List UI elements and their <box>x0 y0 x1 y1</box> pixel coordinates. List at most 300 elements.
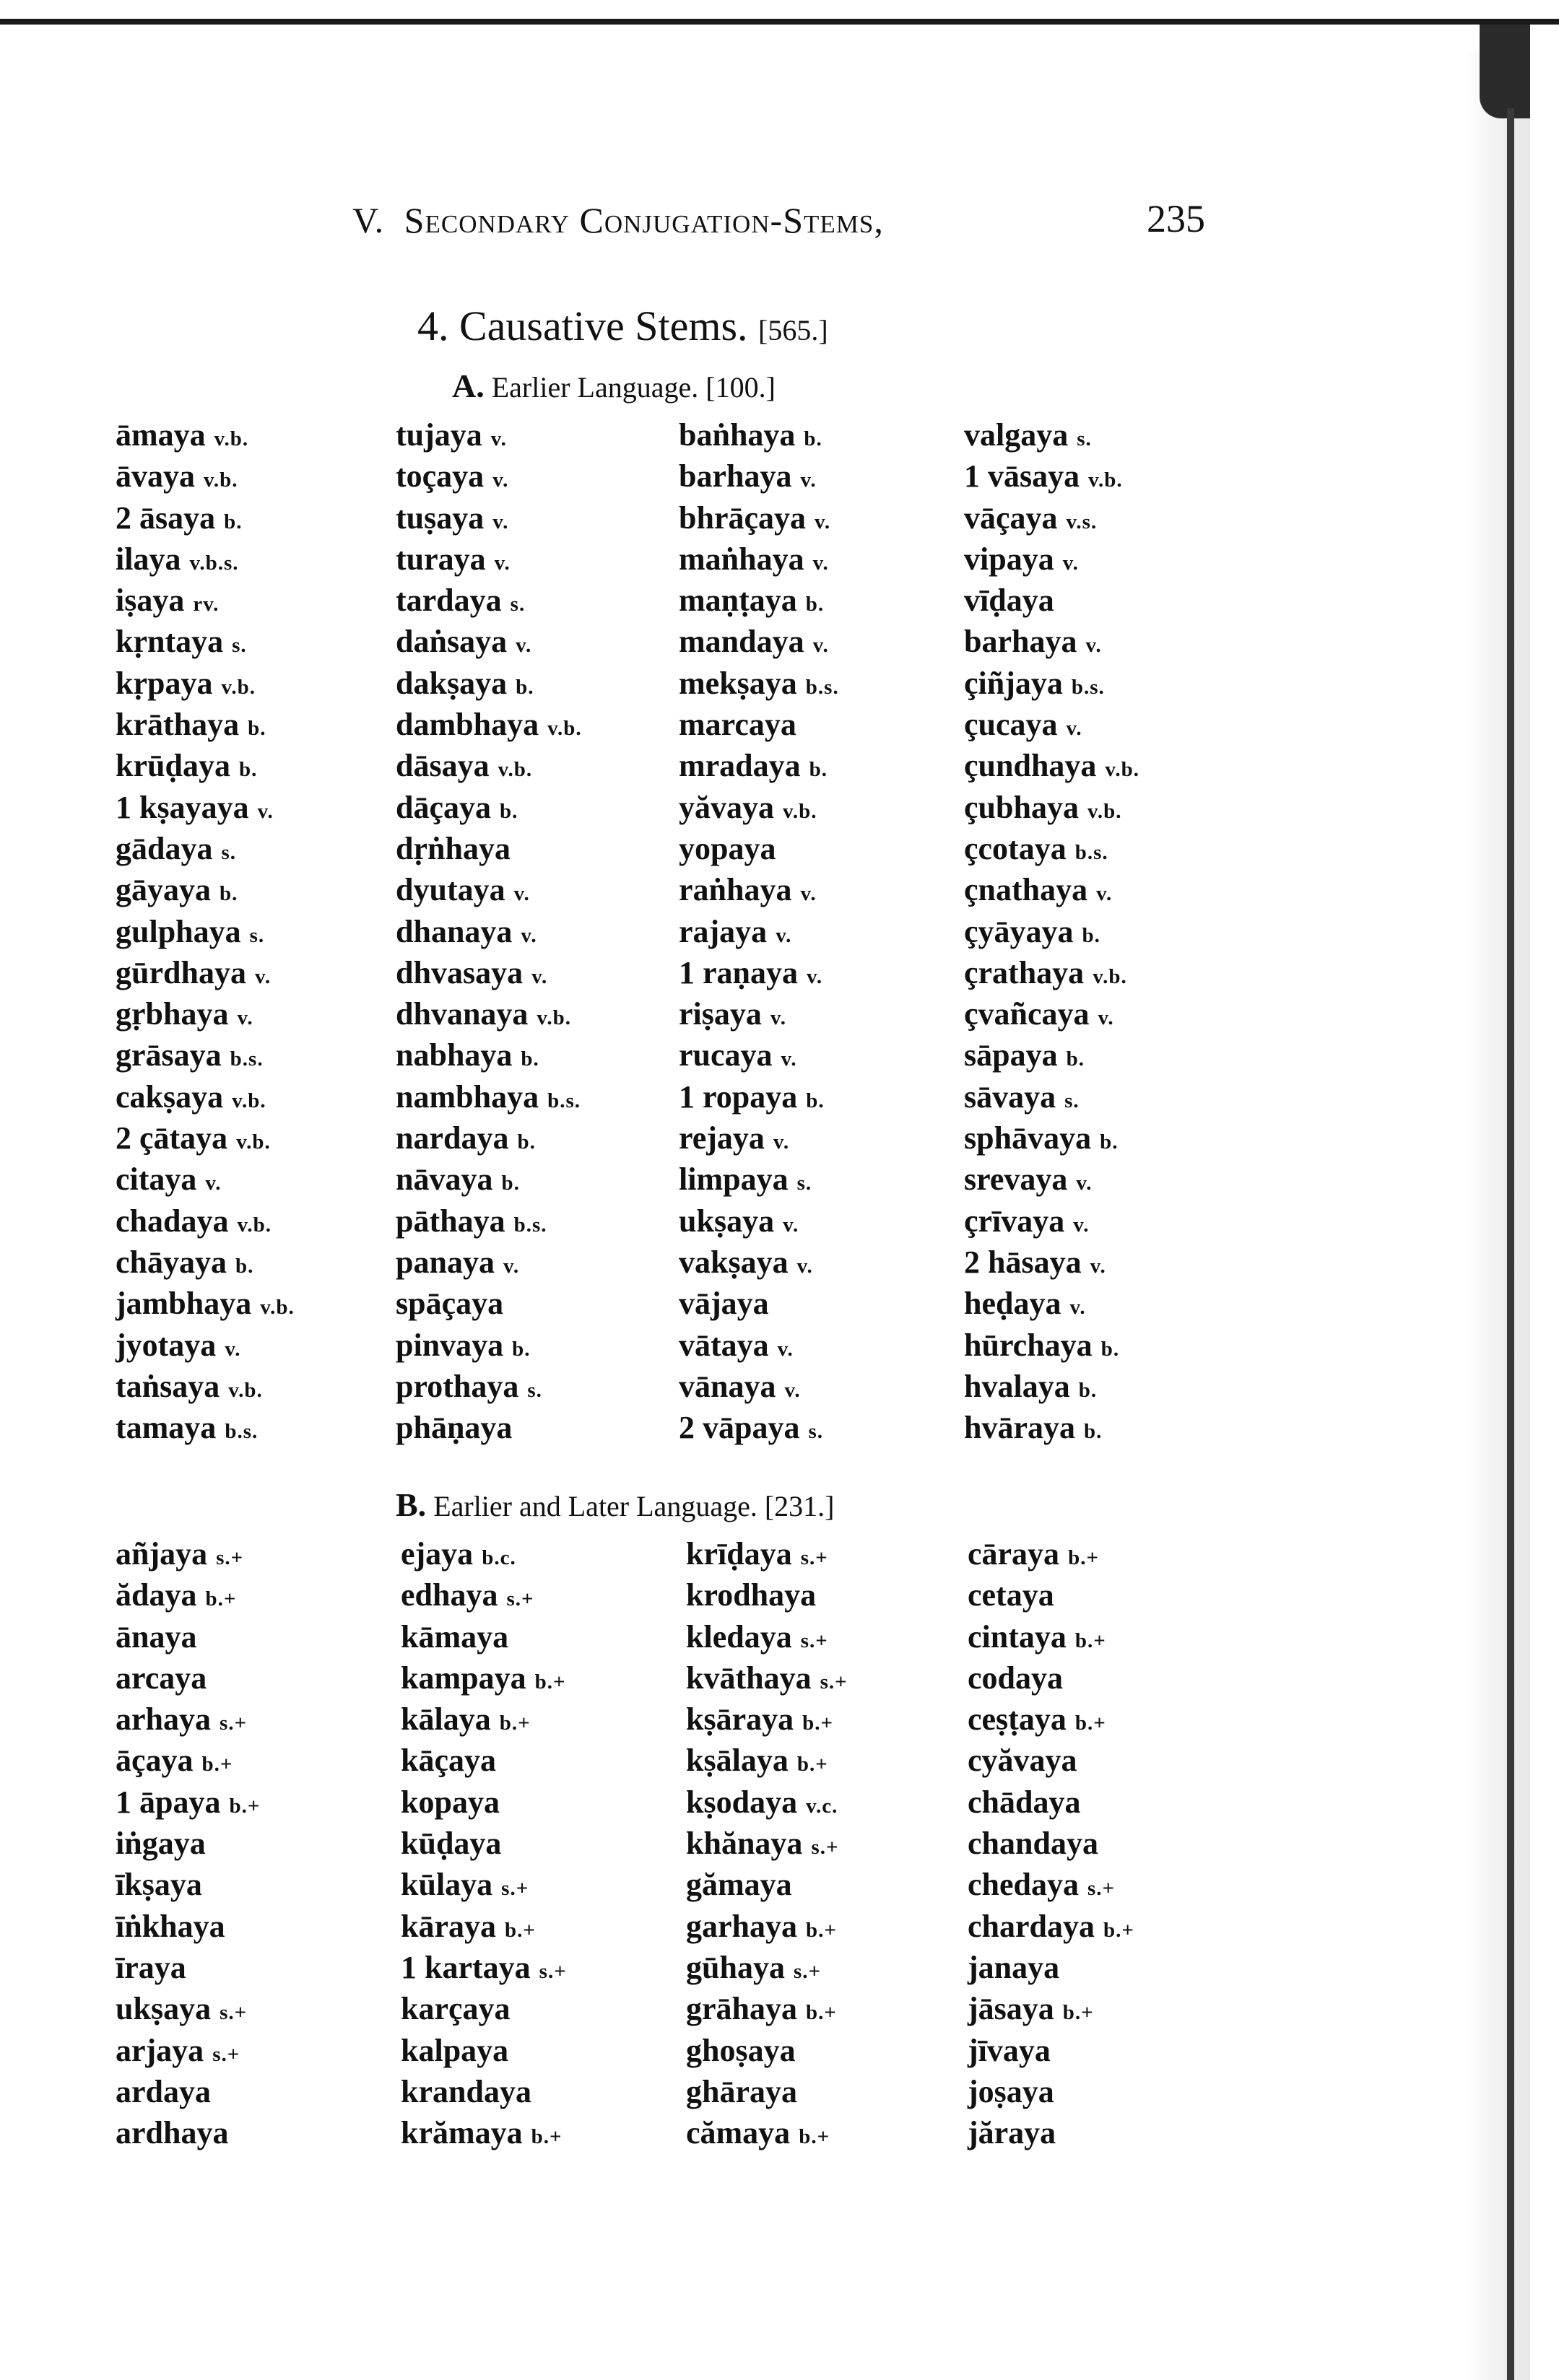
stem-word: raṅhaya <box>679 872 792 908</box>
source-abbrev: b. <box>248 717 266 741</box>
stem-entry <box>396 1366 582 1407</box>
source-abbrev: b.+ <box>796 1753 828 1777</box>
stem-word: hūrchaya <box>964 1327 1093 1363</box>
stem-entry <box>679 1325 839 1366</box>
stem-word: ilaya <box>116 541 181 577</box>
stem-word: srevaya <box>964 1161 1068 1198</box>
stem-word: hvāraya <box>964 1410 1075 1446</box>
stem-entry <box>679 1283 839 1324</box>
stem-entry <box>968 1823 1134 1864</box>
stem-entry <box>396 745 582 786</box>
stem-entry <box>686 2071 848 2112</box>
stem-entry <box>396 869 582 910</box>
source-abbrev: v. <box>513 882 530 906</box>
stem-word: edhaya <box>401 1577 498 1613</box>
stem-entry <box>116 1366 295 1407</box>
stem-entry <box>964 704 1139 745</box>
stem-word: taṅsaya <box>116 1368 220 1404</box>
source-abbrev: v. <box>516 634 532 658</box>
stem-word: dāsaya <box>396 748 490 784</box>
stem-entry <box>116 1988 260 2029</box>
stem-entry <box>679 1034 839 1076</box>
source-abbrev: v. <box>531 964 548 988</box>
source-abbrev: v. <box>1098 1006 1114 1030</box>
source-abbrev: b. <box>804 427 822 450</box>
stem-word: vātaya <box>679 1327 769 1363</box>
stem-entry <box>116 1200 295 1242</box>
source-abbrev: v. <box>492 510 509 533</box>
stem-entry <box>968 1616 1134 1657</box>
source-abbrev: v. <box>254 964 272 988</box>
stem-word: nāvaya <box>396 1161 493 1198</box>
source-abbrev: v. <box>521 923 537 947</box>
stem-entry <box>396 1076 582 1117</box>
source-abbrev: s.+ <box>220 1712 248 1735</box>
part-b-title: Earlier and Later Language. <box>433 1490 757 1522</box>
section-title-text: 4. Causative Stems. <box>417 302 748 349</box>
source-abbrev: v.b. <box>237 1213 272 1237</box>
source-abbrev: b. <box>500 799 518 823</box>
stem-word: ukṣaya <box>679 1203 775 1239</box>
stem-entry <box>116 1906 260 1947</box>
stem-word: dyutaya <box>396 872 505 908</box>
stem-entry <box>116 414 295 455</box>
stem-word: rejaya <box>679 1120 765 1156</box>
source-abbrev: s.+ <box>800 1629 828 1652</box>
source-abbrev: s.+ <box>820 1670 848 1694</box>
stem-entry <box>686 1533 848 1574</box>
scan-edge-right <box>1507 108 1514 2380</box>
source-abbrev: s.+ <box>220 2001 248 2025</box>
stem-entry <box>401 1823 567 1864</box>
source-abbrev: v. <box>492 468 509 492</box>
source-abbrev: v. <box>205 1172 222 1195</box>
source-abbrev: b.+ <box>1068 1546 1099 1569</box>
part-a-ref: [100.] <box>705 371 776 404</box>
stem-word: çrīvaya <box>964 1203 1065 1239</box>
stem-word: īṅkhaya <box>116 1908 225 1944</box>
stem-word: kampaya <box>401 1660 526 1696</box>
stem-word: hvalaya <box>964 1368 1070 1404</box>
stem-entry <box>396 828 582 869</box>
stem-word: ānaya <box>116 1618 197 1655</box>
stem-word: baṅhaya <box>679 417 796 453</box>
stem-word: krīḍaya <box>686 1536 792 1572</box>
source-abbrev: b. <box>238 758 258 782</box>
stem-entry <box>686 1947 848 1988</box>
stem-entry <box>401 1906 567 1947</box>
stem-word: kṛntaya <box>116 624 224 660</box>
stem-word: bhrāçaya <box>679 500 806 536</box>
stem-word: 1 vāsaya <box>964 458 1080 494</box>
stem-word: iṅgaya <box>116 1826 206 1862</box>
stem-word: maṅhaya <box>679 541 804 577</box>
stem-entry <box>116 539 295 580</box>
stem-entry <box>116 1574 260 1616</box>
source-abbrev: v.b. <box>236 1130 271 1154</box>
stem-entry <box>401 1699 567 1740</box>
stem-word: karçaya <box>401 1991 511 2027</box>
stem-word: 1 kṣayaya <box>116 789 249 825</box>
stem-entry <box>116 497 295 539</box>
stem-entry <box>686 1574 848 1616</box>
stem-word: vāçaya <box>964 500 1058 536</box>
stem-word: gāyaya <box>116 872 211 908</box>
source-abbrev: v. <box>800 468 817 492</box>
part_b-column-4 <box>968 1533 1134 2153</box>
part-b-heading <box>396 1486 834 1524</box>
stem-word: çnathaya <box>964 872 1088 908</box>
source-abbrev: v. <box>237 1006 253 1030</box>
stem-word: cămaya <box>686 2115 791 2151</box>
stem-entry <box>679 1159 839 1200</box>
running-head-chapter: V. <box>352 200 385 240</box>
stem-entry <box>116 580 295 621</box>
stem-entry <box>679 1076 839 1117</box>
stem-entry <box>396 1159 582 1200</box>
stem-entry <box>968 1657 1134 1699</box>
stem-entry <box>116 1533 260 1574</box>
stem-word: kledaya <box>686 1618 792 1655</box>
stem-entry <box>396 1034 582 1076</box>
stem-word: dṛṅhaya <box>396 830 511 866</box>
stem-word: kāçaya <box>401 1743 496 1779</box>
source-abbrev: v. <box>776 923 792 947</box>
stem-entry <box>396 539 582 580</box>
stem-word: ardaya <box>116 2073 211 2109</box>
stem-word: gămaya <box>686 1867 792 1903</box>
stem-entry <box>686 2030 848 2071</box>
stem-entry <box>116 745 295 786</box>
stem-word: nardaya <box>396 1120 509 1156</box>
stem-entry <box>968 2071 1134 2112</box>
stem-entry <box>679 745 839 786</box>
stem-word: krodhaya <box>686 1577 817 1613</box>
source-abbrev: s. <box>510 593 526 616</box>
source-abbrev: b. <box>1084 1420 1103 1444</box>
source-abbrev: v. <box>1073 1213 1090 1237</box>
stem-entry <box>964 1242 1139 1283</box>
stem-entry <box>396 1325 582 1366</box>
part-b-ref: [231.] <box>764 1490 835 1522</box>
source-abbrev: v. <box>777 1337 794 1361</box>
section-ref: [565.] <box>758 314 828 346</box>
stem-entry <box>401 1864 567 1905</box>
stem-word: ădaya <box>116 1577 197 1613</box>
stem-word: daṅsaya <box>396 624 508 660</box>
source-abbrev: b. <box>224 510 243 533</box>
source-abbrev: b. <box>512 1337 531 1361</box>
stem-entry <box>686 1906 848 1947</box>
stem-word: riṣaya <box>679 996 762 1032</box>
stem-entry <box>964 621 1139 662</box>
stem-word: arjaya <box>116 2032 204 2068</box>
stem-entry <box>396 1117 582 1159</box>
stem-word: gādaya <box>116 830 213 866</box>
stem-entry <box>679 993 839 1034</box>
stem-entry <box>396 1200 582 1242</box>
stem-word: prothaya <box>396 1368 519 1404</box>
source-abbrev: v.b. <box>232 1089 266 1112</box>
stem-entry <box>116 621 295 662</box>
source-abbrev: b.s. <box>1071 675 1105 699</box>
stem-word: çrathaya <box>964 954 1085 990</box>
stem-word: jīvaya <box>968 2032 1051 2068</box>
source-abbrev: v. <box>796 1254 813 1278</box>
stem-word: janaya <box>968 1949 1060 1985</box>
stem-entry <box>116 1699 260 1740</box>
source-abbrev: v. <box>800 882 817 906</box>
stem-entry <box>968 1699 1134 1740</box>
stem-entry <box>679 1366 839 1407</box>
stem-entry <box>964 539 1139 580</box>
stem-word: jambhaya <box>116 1286 252 1322</box>
stem-entry <box>396 497 582 539</box>
source-abbrev: b.+ <box>505 1918 536 1942</box>
source-abbrev: b. <box>1082 923 1100 947</box>
source-abbrev: v. <box>773 1130 790 1154</box>
stem-word: maṇṭaya <box>679 583 797 619</box>
stem-word: tardaya <box>396 583 502 619</box>
source-abbrev: b. <box>805 593 825 616</box>
stem-word: chardaya <box>968 1908 1095 1944</box>
stem-entry <box>964 414 1139 455</box>
part-b-letter: B. <box>396 1486 427 1523</box>
stem-word: kālaya <box>401 1701 491 1738</box>
stem-word: jāsaya <box>968 1991 1054 2027</box>
stem-word: marcaya <box>679 707 796 743</box>
stem-entry <box>686 2112 848 2153</box>
stem-entry <box>964 1407 1139 1448</box>
part_a-column-3 <box>679 414 839 1448</box>
stem-entry <box>964 580 1139 621</box>
source-abbrev: s. <box>527 1378 542 1402</box>
source-abbrev: v. <box>1076 1172 1093 1195</box>
source-abbrev: b.s. <box>547 1089 581 1112</box>
stem-entry <box>686 1657 848 1699</box>
source-abbrev: v. <box>812 634 829 658</box>
stem-entry <box>686 1988 848 2029</box>
stem-entry <box>679 952 839 993</box>
source-abbrev: s. <box>1064 1089 1080 1112</box>
source-abbrev: v. <box>1066 717 1082 741</box>
stem-entry <box>964 1117 1139 1159</box>
stem-word: 2 vāpaya <box>679 1410 800 1446</box>
stem-word: gūhaya <box>686 1949 785 1985</box>
stem-word: sāpaya <box>964 1037 1058 1073</box>
stem-entry <box>679 580 839 621</box>
stem-entry <box>679 704 839 745</box>
stem-word: kṛpaya <box>116 665 213 701</box>
stem-word: krămaya <box>401 2115 523 2151</box>
stem-word: kopaya <box>401 1784 500 1820</box>
source-abbrev: s. <box>232 634 247 658</box>
stem-entry <box>679 1242 839 1283</box>
stem-entry <box>968 1947 1134 1988</box>
source-abbrev: b.s. <box>225 1420 259 1444</box>
source-abbrev: b. <box>501 1172 520 1195</box>
stem-word: chedaya <box>968 1867 1079 1903</box>
stem-word: dambhaya <box>396 707 539 743</box>
stem-word: dāçaya <box>396 789 491 825</box>
section-title <box>417 302 828 350</box>
source-abbrev: v.b. <box>221 675 256 699</box>
stem-entry <box>396 455 582 497</box>
source-abbrev: s.+ <box>212 2042 240 2066</box>
stem-entry <box>396 1407 582 1448</box>
stem-word: 2 hāsaya <box>964 1244 1082 1280</box>
source-abbrev: v.b.s. <box>189 551 239 575</box>
stem-word: vājaya <box>679 1286 769 1322</box>
stem-word: joṣaya <box>968 2073 1054 2109</box>
stem-word: limpaya <box>679 1161 789 1198</box>
source-abbrev: v. <box>784 1378 801 1402</box>
stem-word: çcotaya <box>964 830 1067 866</box>
source-abbrev: v. <box>781 1047 797 1071</box>
source-abbrev: v. <box>225 1337 241 1361</box>
stem-word: kṣāraya <box>686 1701 794 1738</box>
source-abbrev: b.+ <box>1074 1712 1106 1735</box>
source-abbrev: b.s. <box>513 1213 547 1237</box>
source-abbrev: b. <box>235 1254 254 1278</box>
source-abbrev: b.+ <box>534 1670 566 1694</box>
part_a-column-2 <box>396 414 582 1448</box>
stem-entry <box>116 1159 295 1200</box>
stem-entry <box>116 704 295 745</box>
source-abbrev: b.+ <box>499 1712 531 1735</box>
stem-word: krandaya <box>401 2073 531 2109</box>
stem-entry <box>116 663 295 704</box>
source-abbrev: b.+ <box>205 1587 237 1611</box>
source-abbrev: b. <box>809 758 828 782</box>
stem-entry <box>679 455 839 497</box>
source-abbrev: b. <box>1100 1337 1120 1361</box>
stem-word: āmaya <box>116 417 206 453</box>
stem-word: 1 raṇaya <box>679 954 798 990</box>
stem-word: kvāthaya <box>686 1660 812 1696</box>
source-abbrev: s. <box>808 1420 824 1444</box>
stem-word: çundhaya <box>964 748 1097 784</box>
part_b-column-3 <box>686 1533 848 2153</box>
source-abbrev: b.c. <box>482 1546 516 1569</box>
source-abbrev: s. <box>249 923 265 947</box>
stem-word: 2 çātaya <box>116 1120 228 1156</box>
stem-word: rucaya <box>679 1037 773 1073</box>
stem-entry <box>679 1117 839 1159</box>
stem-word: āvaya <box>116 458 195 494</box>
stem-word: arcaya <box>116 1660 207 1696</box>
stem-entry <box>968 1533 1134 1574</box>
stem-word: īraya <box>116 1949 186 1985</box>
stem-entry <box>968 1782 1134 1823</box>
stem-entry <box>686 1864 848 1905</box>
source-abbrev: s.+ <box>216 1546 244 1569</box>
source-abbrev: b. <box>1066 1047 1085 1071</box>
stem-word: āçaya <box>116 1743 194 1779</box>
source-abbrev: b. <box>1078 1378 1098 1402</box>
stem-word: vakṣaya <box>679 1244 789 1280</box>
stem-entry <box>116 911 295 952</box>
stem-entry <box>964 455 1139 497</box>
stem-entry <box>396 621 582 662</box>
source-abbrev: v.b. <box>1093 964 1127 988</box>
stem-word: 1 kartaya <box>401 1949 531 1985</box>
stem-word: vipaya <box>964 541 1054 577</box>
stem-entry <box>116 1740 260 1781</box>
stem-entry <box>968 1906 1134 1947</box>
stem-word: 1 āpaya <box>116 1784 221 1820</box>
stem-entry <box>116 2071 260 2112</box>
stem-word: mekṣaya <box>679 665 797 701</box>
stem-entry <box>116 869 295 910</box>
source-abbrev: v. <box>490 427 507 450</box>
stem-entry <box>116 1947 260 1988</box>
stem-entry <box>679 911 839 952</box>
stem-word: dhanaya <box>396 913 513 949</box>
source-abbrev: b.+ <box>1062 2001 1094 2025</box>
source-abbrev: v. <box>1062 551 1079 575</box>
page-number: 235 <box>1147 197 1205 240</box>
stem-word: turaya <box>396 541 486 577</box>
source-abbrev: b. <box>220 882 238 906</box>
stem-entry <box>396 1242 582 1283</box>
source-abbrev: b.+ <box>802 1712 834 1735</box>
stem-word: krāthaya <box>116 707 240 743</box>
stem-word: grāhaya <box>686 1991 797 2027</box>
source-abbrev: v.b. <box>214 427 249 450</box>
part_b-column-1 <box>116 1533 260 2153</box>
stem-word: krūḍaya <box>116 748 230 784</box>
source-abbrev: v.b. <box>537 1006 571 1030</box>
stem-word: chāyaya <box>116 1244 227 1280</box>
stem-entry <box>396 414 582 455</box>
source-abbrev: b. <box>521 1047 539 1071</box>
stem-entry <box>964 663 1139 704</box>
stem-word: toçaya <box>396 458 485 494</box>
stem-word: kṣālaya <box>686 1743 789 1779</box>
stem-entry <box>396 911 582 952</box>
stem-entry <box>679 1200 839 1242</box>
stem-word: cāraya <box>968 1536 1060 1572</box>
stem-word: vīḍaya <box>964 583 1054 619</box>
stem-entry <box>401 1947 567 1988</box>
stem-entry <box>116 993 295 1034</box>
stem-word: chādaya <box>968 1784 1081 1820</box>
source-abbrev: v.s. <box>1066 510 1098 533</box>
stem-word: mandaya <box>679 624 804 660</box>
stem-entry <box>116 1034 295 1076</box>
source-abbrev: b.+ <box>799 2125 830 2149</box>
stem-word: phāṇaya <box>396 1410 513 1446</box>
source-abbrev: v.b. <box>228 1378 263 1402</box>
running-head-title: Secondary Conjugation-Stems, <box>404 200 884 240</box>
stem-entry <box>116 952 295 993</box>
stem-entry <box>116 1076 295 1117</box>
stem-word: tujaya <box>396 417 482 453</box>
stem-entry <box>679 621 839 662</box>
source-abbrev: v.b. <box>204 468 238 492</box>
stem-entry <box>116 1657 260 1699</box>
source-abbrev: v. <box>807 964 823 988</box>
stem-entry <box>964 828 1139 869</box>
stem-word: īkṣaya <box>116 1867 202 1903</box>
stem-entry <box>401 1782 567 1823</box>
stem-entry <box>964 869 1139 910</box>
source-abbrev: b.s. <box>1074 840 1108 864</box>
stem-word: 1 ropaya <box>679 1078 798 1115</box>
source-abbrev: b.+ <box>201 1753 233 1777</box>
stem-word: çubhaya <box>964 789 1079 825</box>
